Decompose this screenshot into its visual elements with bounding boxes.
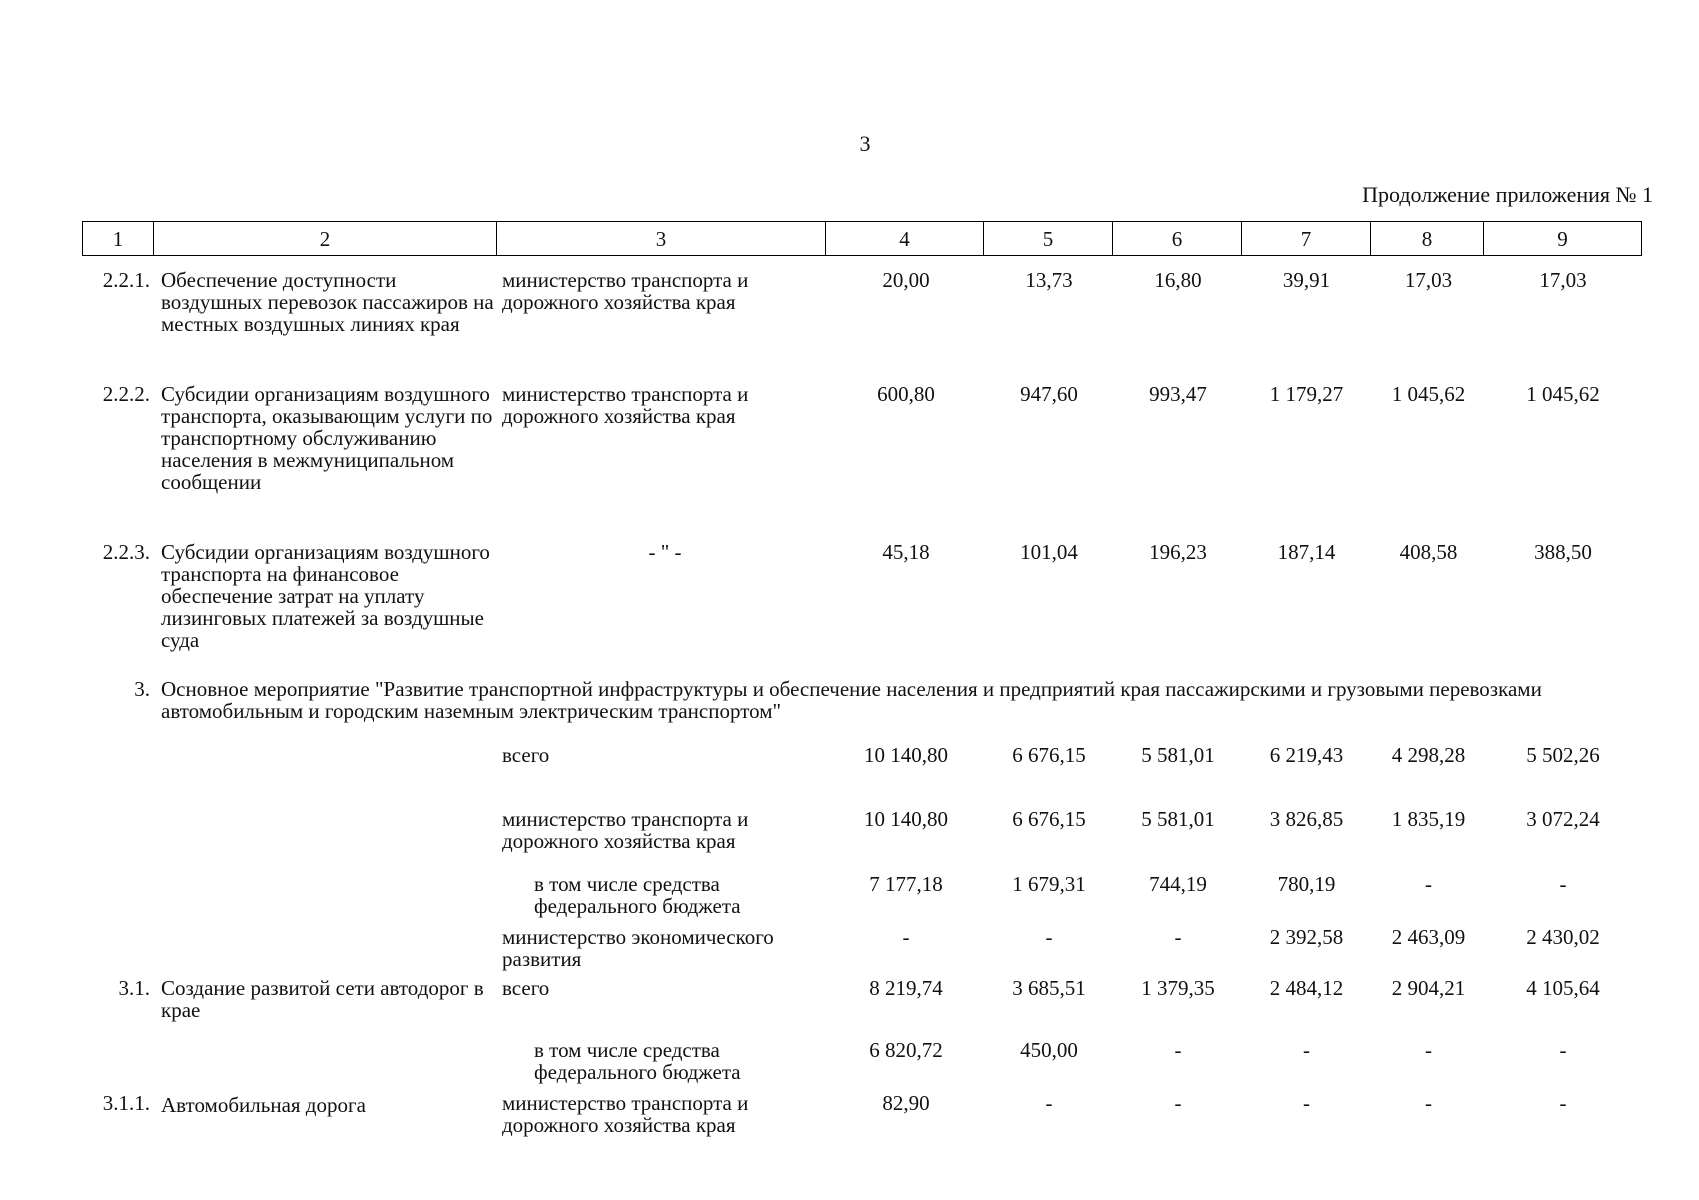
value-col-7: 1 179,27 (1269, 382, 1344, 406)
row-number: 3.1. (118, 976, 150, 1000)
value-col-5: 947,60 (1020, 382, 1078, 406)
value-col-7: 6 219,43 (1269, 743, 1344, 767)
value-col-8: - (1425, 1091, 1432, 1115)
row-number: 2.2.2. (102, 382, 150, 406)
header-col-5: 5 (984, 222, 1113, 256)
value-col-4: 10 140,80 (864, 807, 948, 831)
value-col-9: 2 430,02 (1526, 925, 1600, 949)
row-executor: всего (502, 976, 550, 1000)
value-col-5: 6 676,15 (1012, 743, 1086, 767)
header-col-8: 8 (1371, 222, 1484, 256)
header-col-2: 2 (154, 222, 497, 256)
value-col-6: - (1174, 925, 1182, 949)
value-col-7: 39,91 (1282, 268, 1331, 292)
value-col-4: 7 177,18 (869, 872, 943, 896)
value-col-9: 4 105,64 (1526, 976, 1600, 1000)
value-col-8: - (1425, 1038, 1432, 1062)
value-col-8: 2 904,21 (1391, 976, 1466, 1000)
value-col-8: 17,03 (1404, 268, 1453, 292)
row-executor: министерство транспорта и дорожного хозяйства края (502, 382, 749, 428)
value-col-4: 20,00 (882, 268, 930, 292)
value-col-4: 6 820,72 (869, 1038, 943, 1062)
row-executor: министерство транспорта и дорожного хозяйства края (502, 268, 749, 314)
value-col-8: 408,58 (1399, 540, 1458, 564)
row-executor: всего (502, 743, 550, 767)
value-col-8: - (1425, 872, 1432, 896)
value-col-8: 4 298,28 (1391, 743, 1466, 767)
row-name: Основное мероприятие "Развитие транспортной инфраструктуры и обеспечение населения и предприятий края пассажирскими и грузовыми перевозками автомобильным и городским наземным электрическим транспортом" (161, 677, 1542, 723)
value-col-5: 450,00 (1020, 1038, 1078, 1062)
value-col-7: 780,19 (1277, 872, 1336, 896)
row-executor: в том числе средства федерального бюджета (534, 1038, 741, 1084)
value-col-6: 196,23 (1149, 540, 1207, 564)
value-col-4: 600,80 (877, 382, 935, 406)
value-col-6: 1 379,35 (1141, 976, 1215, 1000)
row-number: 2.2.3. (102, 540, 150, 564)
value-col-6: 744,19 (1149, 872, 1207, 896)
value-col-7: 3 826,85 (1269, 807, 1344, 831)
row-name: Обеспечение доступности воздушных перевозок пассажиров на местных воздушных линиях края (161, 268, 494, 336)
value-col-9: - (1559, 1091, 1567, 1115)
value-col-9: 3 072,24 (1526, 807, 1600, 831)
value-col-6: 5 581,01 (1141, 807, 1215, 831)
value-col-7: - (1303, 1038, 1310, 1062)
value-col-5: 6 676,15 (1012, 807, 1086, 831)
value-col-4: 45,18 (882, 540, 930, 564)
value-col-8: 2 463,09 (1391, 925, 1466, 949)
value-col-9: 17,03 (1539, 268, 1587, 292)
value-col-7: 187,14 (1277, 540, 1336, 564)
value-col-8: 1 835,19 (1391, 807, 1466, 831)
value-col-7: 2 392,58 (1269, 925, 1344, 949)
column-number-header (82, 221, 1642, 256)
row-executor: министерство транспорта и дорожного хозяйства края (502, 807, 749, 853)
appendix-continuation-title: Продолжение приложения № 1 (1362, 182, 1653, 207)
header-col-6: 6 (1113, 222, 1242, 256)
value-col-5: 3 685,51 (1012, 976, 1086, 1000)
header-col-9: 9 (1484, 222, 1642, 256)
value-col-9: 1 045,62 (1526, 382, 1600, 406)
row-executor: министерство экономического развития (502, 925, 774, 971)
row-number: 3.1.1. (102, 1091, 150, 1115)
value-col-9: - (1559, 1038, 1567, 1062)
value-col-9: - (1559, 872, 1567, 896)
row-name: Субсидии организациям воздушного транспорта, оказывающим услуги по транспортному обслуживанию населения в межмуниципальном сообщении (161, 382, 493, 494)
header-col-3: 3 (497, 222, 826, 256)
header-col-7: 7 (1242, 222, 1371, 256)
value-col-4: 82,90 (882, 1091, 930, 1115)
row-executor: - " - (648, 540, 682, 564)
value-col-5: - (1045, 1091, 1053, 1115)
value-col-6: - (1174, 1091, 1182, 1115)
value-col-6: 16,80 (1154, 268, 1202, 292)
header-col-4: 4 (826, 222, 984, 256)
value-col-9: 388,50 (1534, 540, 1592, 564)
page-number: 3 (859, 131, 871, 156)
row-number: 3. (134, 677, 150, 701)
value-col-5: - (1045, 925, 1053, 949)
row-name: Автомобильная дорога (161, 1093, 366, 1117)
value-col-4: - (902, 925, 910, 949)
row-number: 2.2.1. (102, 268, 150, 292)
value-col-4: 8 219,74 (869, 976, 943, 1000)
value-col-5: 13,73 (1025, 268, 1073, 292)
value-col-6: - (1174, 1038, 1182, 1062)
value-col-7: 2 484,12 (1269, 976, 1344, 1000)
row-executor: в том числе средства федерального бюджета (534, 872, 741, 918)
value-col-5: 1 679,31 (1012, 872, 1086, 896)
value-col-4: 10 140,80 (864, 743, 948, 767)
value-col-7: - (1303, 1091, 1310, 1115)
row-name: Субсидии организациям воздушного транспорта на финансовое обеспечение затрат на уплату лизинговых платежей за воздушные суда (161, 540, 490, 652)
value-col-6: 5 581,01 (1141, 743, 1215, 767)
value-col-6: 993,47 (1149, 382, 1207, 406)
row-name: Создание развитой сети автодорог в крае (161, 976, 484, 1022)
row-executor: министерство транспорта и дорожного хозяйства края (502, 1091, 749, 1137)
header-col-1: 1 (83, 222, 154, 256)
value-col-5: 101,04 (1020, 540, 1078, 564)
value-col-8: 1 045,62 (1391, 382, 1466, 406)
value-col-9: 5 502,26 (1526, 743, 1600, 767)
